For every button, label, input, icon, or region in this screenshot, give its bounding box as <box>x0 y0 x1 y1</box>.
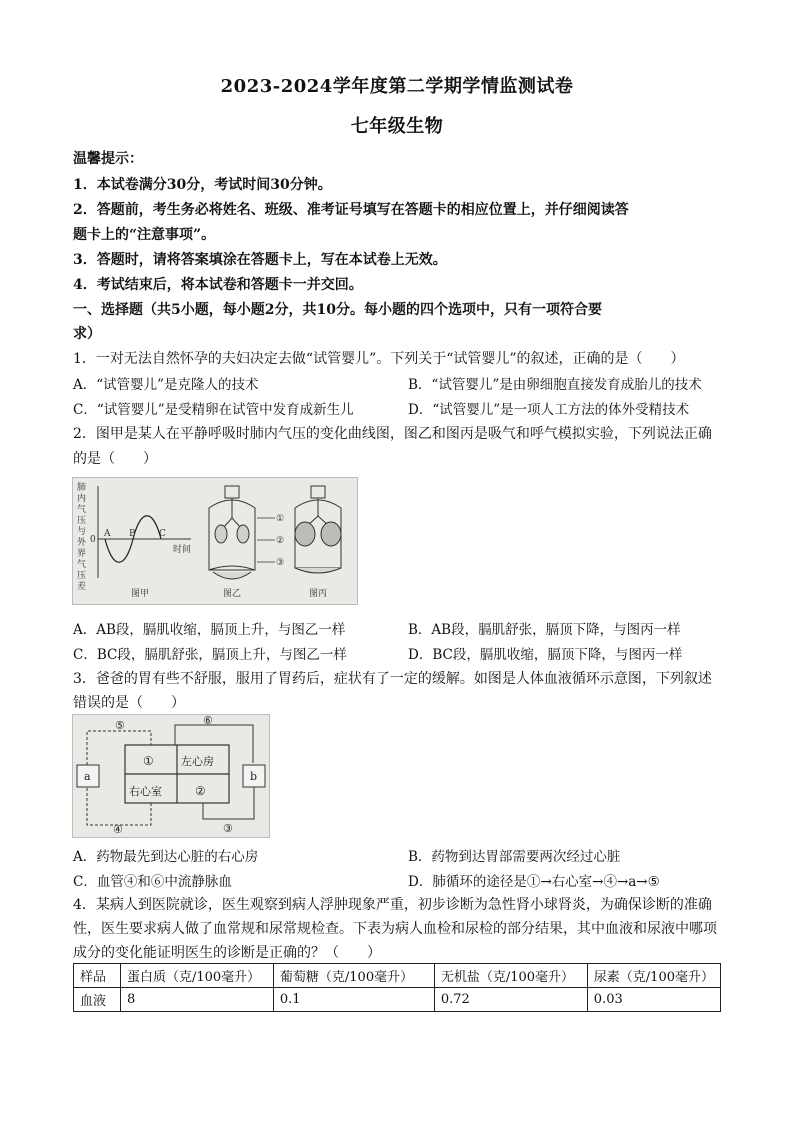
time-label: 时间 <box>173 545 192 555</box>
table-header-cell: 蛋白质（克/100毫升） <box>120 964 273 988</box>
section-heading-cont: 求） <box>73 326 101 342</box>
ylabel-char: 外 <box>77 538 87 548</box>
table-cell: 血液 <box>74 988 121 1012</box>
point-b-label: B <box>129 529 136 539</box>
fig-jia-label: 图甲 <box>131 589 150 599</box>
marker-1: ① <box>276 514 285 524</box>
chamber-2: ② <box>195 784 206 798</box>
q1-stem: 1．一对无法自然怀孕的夫妇决定去做“试管婴儿”。下列关于“试管婴儿”的叙述，正确的是（ ） <box>73 351 685 367</box>
q4-stem-cont: 性，医生要求病人做了血常规和尿常规检查。下表为病人血检和尿检的部分结果，其中血液和尿液中哪项 <box>73 921 717 937</box>
q3-stem-cont: 错误的是（ ） <box>73 695 185 711</box>
vessel-3-label: ③ <box>223 822 233 835</box>
q1-option-c: C．“试管婴儿”是受精卵在试管中发育成新生儿 <box>73 402 354 418</box>
note-2: 2．答题前，考生务必将姓名、班级、准考证号填写在答题卡的相应位置上，并仔细阅读答 <box>73 202 629 218</box>
q1-option-d: D．“试管婴儿”是一项人工方法的体外受精技术 <box>408 402 690 418</box>
table-header-cell: 葡萄糖（克/100毫升） <box>273 964 434 988</box>
note-2-cont: 题卡上的“注意事项”。 <box>73 227 216 243</box>
q4-results-table <box>73 963 721 1012</box>
vessel-6-label: ⑥ <box>203 715 213 727</box>
notes-heading: 温馨提示： <box>73 151 143 167</box>
box-b-label: b <box>250 770 258 783</box>
vessel-5-path <box>87 731 151 765</box>
q1-option-a: A．“试管婴儿”是克隆人的技术 <box>73 377 259 393</box>
marker-2: ② <box>276 536 285 546</box>
ylabel-char: 气 <box>77 560 87 570</box>
table-header-cell: 样品 <box>74 964 121 988</box>
section-heading: 一、选择题（共5小题，每小题2分，共10分。每小题的四个选项中，只有一项符合要 <box>73 302 602 318</box>
q2-option-b: B．AB段，膈肌舒张，膈顶下降，与图丙一样 <box>408 622 681 638</box>
q3-option-b: B．药物到达胃部需要两次经过心脏 <box>408 849 621 865</box>
chamber-left-atrium: 左心房 <box>181 755 214 768</box>
chamber-1: ① <box>143 754 154 768</box>
table-cell: 0.72 <box>434 988 587 1012</box>
exam-subtitle: 七年级生物 <box>350 116 444 137</box>
table-header-cell: 尿素（克/100毫升） <box>587 964 720 988</box>
q4-stem-cont2: 成分的变化能证明医生的诊断是正确的？（ ） <box>73 945 381 961</box>
bell-jar-bing <box>295 486 341 573</box>
ylabel-char: 内 <box>77 494 87 504</box>
table-row <box>74 988 721 1012</box>
q3-figure <box>72 714 270 838</box>
q2-figure-svg <box>73 478 357 604</box>
table-header-cell: 无机盐（克/100毫升） <box>434 964 587 988</box>
note-1: 1．本试卷满分30分，考试时间30分钟。 <box>73 177 332 193</box>
origin-label: 0 <box>90 535 96 545</box>
table-cell: 0.03 <box>587 988 720 1012</box>
q3-stem: 3．爸爸的胃有些不舒服，服用了胃药后，症状有了一定的缓解。如图是人体血液循环示意图，下列叙述 <box>73 671 712 687</box>
ylabel-char: 界 <box>77 549 87 559</box>
q2-option-c: C．BC段，膈肌舒张，膈顶上升，与图乙一样 <box>73 647 347 663</box>
vessel-4-label: ④ <box>113 823 123 836</box>
q2-option-a: A．AB段，膈肌收缩，膈顶上升，与图乙一样 <box>73 622 346 638</box>
table-cell: 8 <box>120 988 273 1012</box>
point-c-label: C <box>159 529 166 539</box>
bell-jar-yi <box>209 486 255 579</box>
q3-option-d: D．肺循环的途径是①→右心室→④→a→⑤ <box>408 874 660 890</box>
exam-title: 2023-2024学年度第二学期学情监测试卷 <box>220 76 574 97</box>
q1-option-b: B．“试管婴儿”是由卵细胞直接发育成胎儿的技术 <box>408 377 702 393</box>
q2-stem: 2．图甲是某人在平静呼吸时肺内气压的变化曲线图，图乙和图丙是吸气和呼气模拟实验，下列说法正确 <box>73 426 712 442</box>
chamber-right-ventricle: 右心室 <box>129 785 162 798</box>
ylabel-char: 差 <box>77 582 87 592</box>
table-cell: 0.1 <box>273 988 434 1012</box>
marker-3: ③ <box>276 558 285 568</box>
q4-stem: 4．某病人到医院就诊，医生观察到病人浮肿现象严重，初步诊断为急性肾小球肾炎，为确保诊断的准确 <box>73 897 712 913</box>
box-a-label: a <box>84 770 91 783</box>
q2-option-d: D．BC段，膈肌收缩，膈顶下降，与图丙一样 <box>408 647 683 663</box>
q3-option-c: C．血管④和⑥中流静脉血 <box>73 874 232 890</box>
ylabel-char: 压 <box>77 516 87 526</box>
note-4: 4．考试结束后，将本试卷和答题卡一并交回。 <box>73 277 363 293</box>
ylabel-char: 气 <box>77 505 87 515</box>
ylabel-char: 压 <box>77 571 87 581</box>
fig-bing-label: 图丙 <box>309 589 328 599</box>
ylabel-char: 与 <box>77 527 87 537</box>
q2-stem-cont: 的是（ ） <box>73 451 157 467</box>
q3-option-a: A．药物最先到达心脏的右心房 <box>73 849 259 865</box>
vessel-5-label: ⑤ <box>115 719 125 732</box>
q2-figure <box>72 477 358 605</box>
note-3: 3．答题时，请将答案填涂在答题卡上，写在本试卷上无效。 <box>73 252 447 268</box>
fig-yi-label: 图乙 <box>223 589 242 599</box>
ylabel-char: 肺 <box>77 483 87 493</box>
point-a-label: A <box>104 529 111 539</box>
table-header-row <box>74 964 721 988</box>
q3-figure-svg <box>73 715 269 837</box>
